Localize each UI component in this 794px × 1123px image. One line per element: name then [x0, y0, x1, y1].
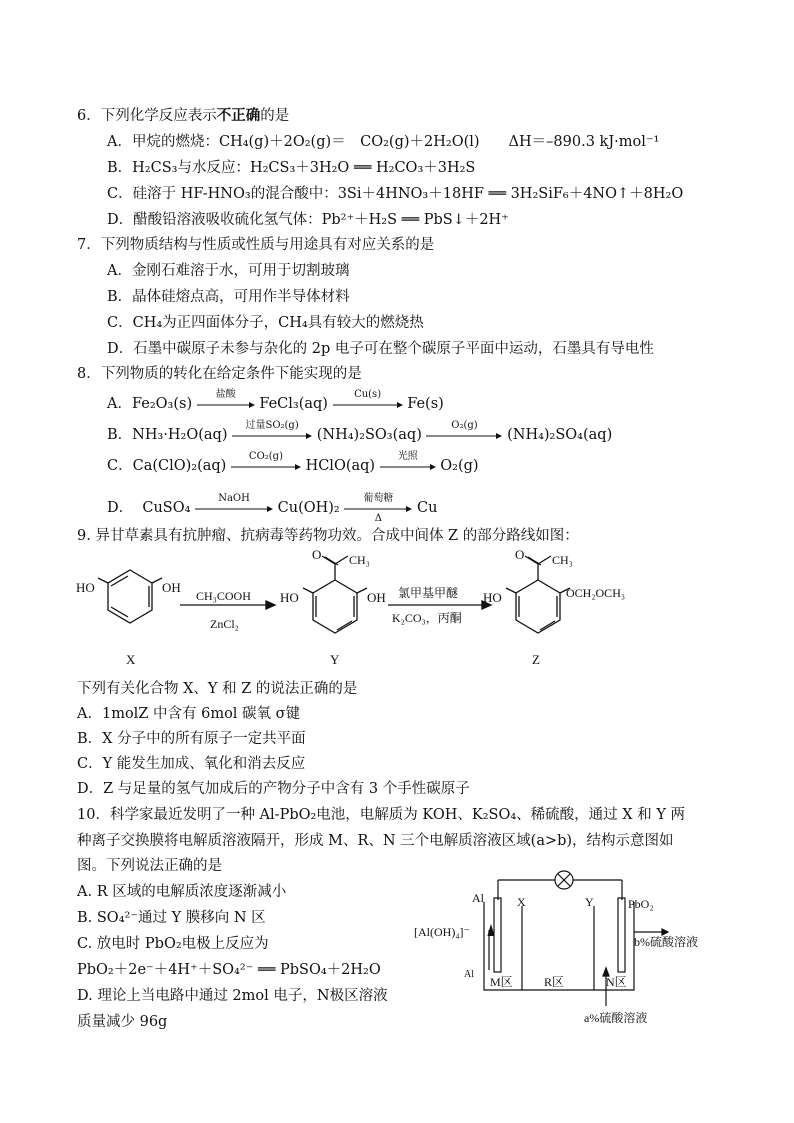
- q10-option-c-line1: C. 放电时 PbO₂电极上反应为: [77, 936, 269, 952]
- q9-option-d: D．Z 与足量的氢气加成后的产物分子中含有 3 个手性碳原子: [77, 781, 470, 797]
- synthesis-route-diagram: [70, 548, 690, 673]
- x-ho-label: HO: [76, 580, 95, 595]
- q9-option-a: A．1molZ 中含有 6mol 碳氧 σ键: [77, 706, 301, 722]
- q6-stem: 6．下列化学反应表示不正确的是: [77, 107, 290, 124]
- y-ho-label: HO: [280, 590, 299, 605]
- q8-option-c: C．Ca(ClO)₂(aq) CO₂(g) HClO(aq) 光照 O₂(g): [107, 451, 479, 474]
- y-carbonyl-o: O: [312, 548, 322, 562]
- reagent-k2co3-acetone: K₂CO₃，丙酮: [392, 611, 462, 625]
- q6-option-a: A．甲烷的燃烧：CH₄(g)＋2O₂(g)＝ CO₂(g)＋2H₂O(l) ΔH＝–890.3 kJ·mol⁻¹: [107, 134, 660, 150]
- q7-stem: 7．下列物质结构与性质或性质与用途具有对应关系的是: [77, 237, 435, 253]
- q8-option-b: B．NH₃·H₂O(aq) 过量SO₂(g) (NH₄)₂SO₃(aq) O₂(g) (NH₄)₂SO₄(aq): [107, 420, 613, 443]
- q6-option-b: B．H₂CS₃与水反应：H₂CS₃＋3H₂O ══ H₂CO₃＋3H₂S: [107, 160, 476, 176]
- reaction-arrow: 盐酸: [197, 394, 255, 414]
- reaction-arrow: NaOH: [195, 498, 273, 518]
- m-region-label: M区: [490, 975, 513, 989]
- z-ho-label: HO: [483, 590, 502, 605]
- y-methyl-label: CH₃: [349, 553, 370, 567]
- q7-option-a: A．金刚石难溶于水，可用于切割玻璃: [107, 263, 350, 279]
- q10-option-b: B. SO₄²⁻通过 Y 膜移向 N 区: [77, 910, 266, 926]
- reagent-ch3cooh: CH₃COOH: [196, 589, 251, 603]
- reaction-arrow: 光照: [380, 456, 436, 476]
- q9-option-c: C．Y 能发生加成、氧化和消去反应: [77, 756, 306, 772]
- aloh4-label: [Al(OH)₄]⁻: [414, 925, 470, 939]
- reaction-arrow: Cu(s): [333, 394, 403, 414]
- al-bottom-label: Al: [464, 969, 474, 980]
- z-och2och3-label: OCH₂OCH₃: [566, 586, 626, 600]
- reaction-arrow: 葡萄糖 Δ: [344, 498, 412, 518]
- n-region-label: N区: [606, 975, 627, 989]
- label-x: X: [126, 652, 136, 667]
- a-acid-label: a%硫酸溶液: [584, 1011, 648, 1025]
- r-region-label: R区: [544, 975, 565, 989]
- q10-option-d-line1: D. 理论上当电路中通过 2mol 电子，N极区溶液: [77, 988, 388, 1004]
- q7-option-d: D．石墨中碳原子未参与杂化的 2p 电子可在整个碳原子平面中运动，石墨具有导电性: [107, 341, 654, 357]
- reaction-arrow: 过量SO₂(g): [232, 425, 312, 445]
- q8-stem: 8．下列物质的转化在给定条件下能实现的是: [77, 366, 362, 382]
- reaction-arrow: O₂(g): [426, 425, 502, 445]
- benzene-ring-x: [108, 570, 152, 623]
- battery-diagram: [410, 866, 720, 1032]
- x-label: X: [517, 895, 526, 909]
- q9-option-b: B．X 分子中的所有原子一定共平面: [77, 731, 306, 747]
- q8-option-d: D． CuSO₄ NaOH Cu(OH)₂ 葡萄糖 Δ Cu: [107, 493, 438, 524]
- pbo2-electrode: [618, 898, 625, 972]
- reagent-chloromethyl-ether: 氯甲基甲醚: [398, 586, 459, 600]
- q6-option-d: D．醋酸铅溶液吸收硫化氢气体：Pb²⁺＋H₂S ══ PbS↓＋2H⁺: [107, 212, 509, 228]
- x-oh-label: OH: [162, 580, 181, 595]
- q8-option-a: A．Fe₂O₃(s) 盐酸 FeCl₃(aq) Cu(s) Fe(s): [107, 389, 444, 412]
- al-top-label: Al: [472, 891, 484, 905]
- z-methyl-label: CH₃: [552, 553, 573, 567]
- q6-option-c: C．硅溶于 HF-HNO₃的混合酸中：3Si＋4HNO₃＋18HF ══ 3H₂SiF₆＋4NO↑＋8H₂O: [107, 186, 684, 202]
- z-carbonyl-o: O: [515, 548, 525, 562]
- q10-stem-line1: 10．科学家最近发明了一种 Al-PbO₂电池，电解质为 KOH、K₂SO₄、稀硫酸，通过 X 和 Y 两: [77, 807, 685, 823]
- q10-stem-line2: 种离子交换膜将电解质溶液隔开，形成 M、R、N 三个电解质溶液区域(a>b)，结构示意图如: [77, 833, 674, 849]
- b-acid-label: b%硫酸溶液: [634, 935, 698, 949]
- q7-option-b: B．晶体硅熔点高，可用作半导体材料: [107, 289, 350, 305]
- benzene-ring-y: [313, 580, 357, 633]
- q10-option-c-line2: PbO₂＋2e⁻＋4H⁺＋SO₄²⁻ ══ PbSO₄＋2H₂O: [77, 962, 381, 978]
- reaction-arrow: CO₂(g): [231, 456, 301, 476]
- label-y: Y: [330, 652, 340, 667]
- benzene-ring-z: [516, 580, 560, 633]
- q10-option-a: A. R 区域的电解质浓度逐渐减小: [77, 884, 287, 900]
- q10-option-d-line2: 质量减少 96g: [77, 1014, 168, 1030]
- q9-stem: 9. 异甘草素具有抗肿瘤、抗病毒等药物功效。合成中间体 Z 的部分路线如图：: [77, 528, 579, 544]
- reagent-zncl2: ZnCl₂: [210, 617, 239, 631]
- label-z: Z: [532, 652, 540, 667]
- q7-option-c: C．CH₄为正四面体分子，CH₄具有较大的燃烧热: [107, 315, 424, 331]
- q9-prompt: 下列有关化合物 X、Y 和 Z 的说法正确的是: [77, 681, 358, 697]
- q10-stem-line3: 图。下列说法正确的是: [77, 858, 222, 874]
- al-electrode: [494, 898, 501, 972]
- y-oh-label: OH: [367, 590, 386, 605]
- y-label: Y: [585, 895, 594, 909]
- pbo2-label: PbO₂: [628, 897, 654, 911]
